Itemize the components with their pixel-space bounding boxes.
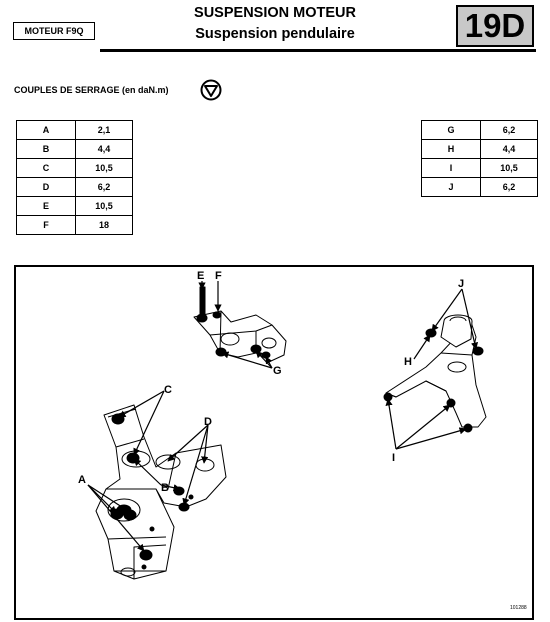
- torque-value: 4,4: [76, 140, 133, 159]
- torque-value: 4,4: [481, 140, 538, 159]
- torque-label: G: [422, 121, 481, 140]
- table-row: [422, 178, 538, 197]
- torque-value: 10,5: [76, 159, 133, 178]
- torque-value: 2,1: [76, 121, 133, 140]
- torque-value: 10,5: [76, 197, 133, 216]
- header-divider: [100, 49, 536, 52]
- callout-label-e: E: [197, 270, 205, 282]
- table-row: [422, 121, 538, 140]
- section-number: 19D: [464, 7, 526, 44]
- table-row: [422, 140, 538, 159]
- table-row: [17, 140, 133, 159]
- callout-label-c: C: [164, 384, 172, 396]
- page-subtitle: Suspension pendulaire: [195, 26, 355, 42]
- torque-value: 10,5: [481, 159, 538, 178]
- torque-wrench-icon: [200, 79, 222, 101]
- torque-label: D: [17, 178, 76, 197]
- torque-label: J: [422, 178, 481, 197]
- callout-label-i: I: [392, 452, 396, 464]
- torque-label: E: [17, 197, 76, 216]
- torque-label: H: [422, 140, 481, 159]
- torque-label: B: [17, 140, 76, 159]
- torque-label: F: [17, 216, 76, 235]
- callout-label-g: G: [273, 365, 282, 377]
- table-row: [17, 159, 133, 178]
- drawing-ref-number: 101288: [510, 605, 527, 611]
- top-mount-assembly: [194, 311, 286, 361]
- table-row: [17, 121, 133, 140]
- page-title: SUSPENSION MOTEUR: [194, 5, 356, 21]
- torque-value: 6,2: [481, 121, 538, 140]
- section-number-badge: [456, 5, 534, 47]
- torque-table-right: [421, 120, 538, 197]
- engine-code-badge: [13, 22, 95, 40]
- torque-label: C: [17, 159, 76, 178]
- engine-code: MOTEUR F9Q: [24, 26, 84, 36]
- torque-value: 6,2: [481, 178, 538, 197]
- table-row: [17, 216, 133, 235]
- callout-label-b: B: [161, 482, 169, 494]
- callout-label-d: D: [204, 416, 212, 428]
- table-row: [17, 178, 133, 197]
- engine-mount-diagram: [16, 267, 532, 618]
- torque-value: 18: [76, 216, 133, 235]
- callout-label-j: J: [458, 278, 465, 290]
- table-row: [17, 197, 133, 216]
- torque-label: I: [422, 159, 481, 178]
- torque-value: 6,2: [76, 178, 133, 197]
- callout-label-a: A: [78, 474, 86, 486]
- table-row: [422, 159, 538, 178]
- torque-label: A: [17, 121, 76, 140]
- torque-table-left: [16, 120, 133, 235]
- callout-label-f: F: [215, 270, 222, 282]
- callout-label-h: H: [404, 356, 412, 368]
- torque-heading: COUPLES DE SERRAGE (en daN.m): [14, 85, 169, 95]
